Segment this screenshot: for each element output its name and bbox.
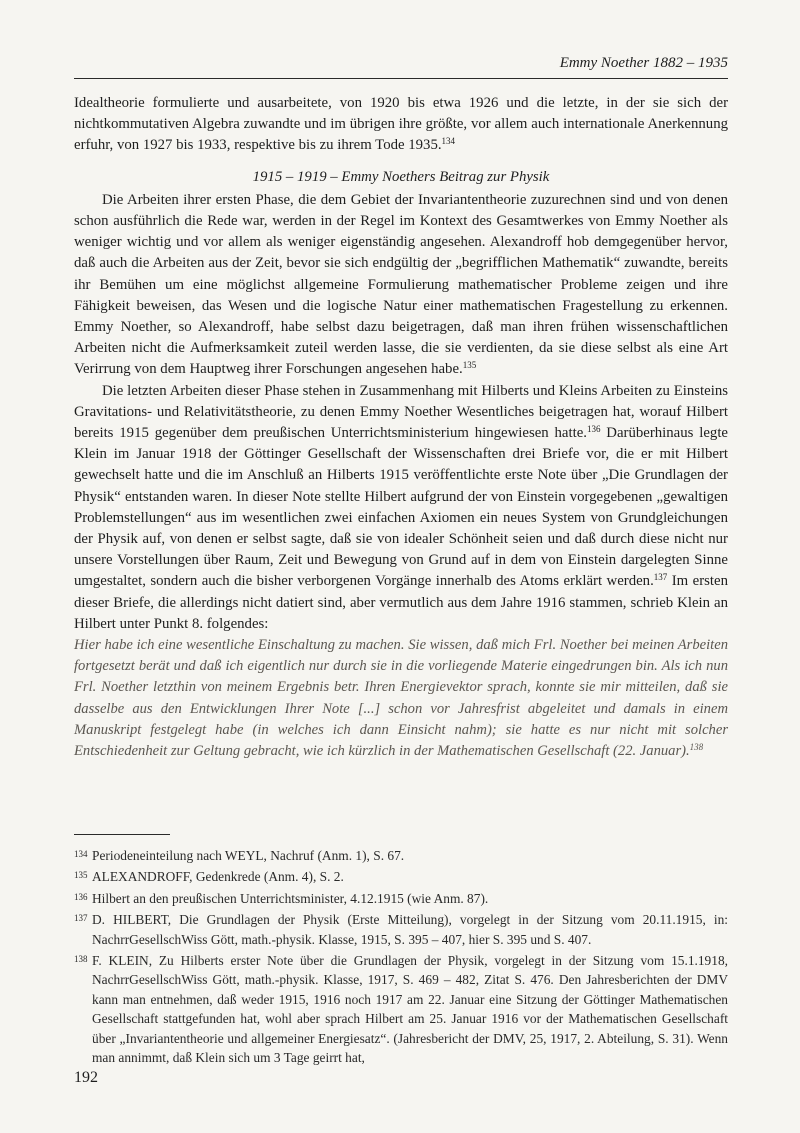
footnote (74, 867, 728, 886)
footnote-number: 138 (74, 954, 88, 965)
quote-text: Hier habe ich eine wesentliche Einschaltung zu machen. Sie wissen, daß mich Frl. Noether bei meinen Arbeiten fortgesetzt berät und daß ich eigentlich nur durch sie in die vorliegende Materie eingedrungen bin. Als ich nun Frl. Noether letzthin von meinem Ergebnis betr. Ihren Energievektor sprach, konnte sie mir mitteilen, daß sie dasselbe aus den Entwicklungen Ihrer Note [...] schon vor Jahresfrist abgeleitet und damals in einem Manuskript festgelegt habe (in welches ich dann Einsicht nahm); sie hatte es nur nicht mit solcher Entschiedenheit zur Geltung gebracht, wie ich kürzlich in der Mathematischen Gesellschaft (22. Januar). (74, 637, 728, 760)
footnote (74, 951, 728, 1067)
footnote-text: F. KLEIN, Zu Hilberts erster Note über die Grundlagen der Physik, vorgelegt in der Sitzung vom 15.1.1918, NachrrGesellschWiss Gött, math.-physik. Klasse, 1917, S. 469 – 482, Zitat S. 476. Den Jahresberichten der DMV kann man entnehmen, daß weder 1915, 1916 noch 1917 am 22. Januar eine Sitzung der Göttinger Mathematischen Gesellschaft stattgefunden hat, wohl aber sprach Hilbert am 25. Januar 1916 vor der Mathematischen Gesellschaft über „Invariantentheorie und allgemeiner Energiesatz“. (Jahresbericht der DMV, 25, 1917, 2. Abteilung, S. 31). Wenn man annimmt, daß Klein sich um 3 Tage geirrt hat, (92, 953, 728, 1066)
footnote-text: D. HILBERT, Die Grundlagen der Physik (Erste Mitteilung), vorgelegt in der Sitzung vom 20.11.1915, in: NachrrGesellschWiss Gött, math.-physik. Klasse, 1915, S. 395 – 407, hier S. 395 und S. 407. (92, 912, 728, 947)
paragraph-text: Die letzten Arbeiten dieser Phase stehen in Zusammenhang mit Hilberts und Kleins Arbeiten zu Einsteins Gravitations- und Relativitätstheorie, zu denen Emmy Noether Wesentliches beigetragen hat, worauf Hilbert bereits 1915 gegenüber dem preußischen Unterrichtsministerium hingewiesen hatte. (74, 382, 728, 442)
footnote-number: 137 (74, 913, 88, 924)
paragraph (74, 93, 728, 157)
footnote-number: 135 (74, 870, 88, 881)
footnote-ref: 134 (441, 136, 456, 147)
footnote (74, 846, 728, 865)
footnote-ref: 138 (689, 742, 704, 753)
main-text (74, 93, 728, 762)
footnote-number: 134 (74, 849, 88, 859)
paragraph (74, 190, 728, 381)
section-heading: 1915 – 1919 – Emmy Noethers Beitrag zur Physik (252, 168, 550, 185)
footnote-number: 136 (74, 891, 88, 902)
footnote-ref: 136 (586, 424, 601, 435)
paragraph-text: Die Arbeiten ihrer ersten Phase, die dem Gebiet der Invariantentheorie zuzurechnen sind und von denen schon ausführlich die Rede war, werden in der Regel im Kontext des Gesamtwerkes von Emmy Noether als weniger wichtig und vor allem als weniger eigenständig angesehen. Alexandroff hob demgegenüber hervor, daß auch die Arbeiten aus der Zeit, bevor sie sich endgültig der „begrifflichen Mathematik“ zuwandte, bereits ihr Bemühen um eine möglichst allgemeine Formulierung mathematischer Probleme zeigen und ihre Fähigkeit beweisen, das Wesen und die logische Natur einer mathematischen Fragestellung zu erkennen. Emmy Noether, so Alexandroff, habe selbst dazu beigetragen, daß man ihren frühen wissenschaftlichen Arbeiten nicht die Aufmerksamkeit zuteil werden lasse, die sie verdienten, da sie diese selbst als eine Art Verirrung von dem Hauptweg ihrer Forschungen angesehen habe. (74, 191, 728, 378)
footnote (74, 910, 728, 949)
paragraph-text: Idealtheorie formulierte und ausarbeitete, von 1920 bis etwa 1926 und die letzte, in der sie sich der nichtkommutativen Algebra zuwandte und im übrigen ihre größte, vor allem auch internationale Anerkennung erfuhr, von 1927 bis 1933, respektive bis zu ihrem Tode 1935. (74, 95, 728, 154)
footnote-divider (74, 834, 170, 835)
footnote-text: ALEXANDROFF, Gedenkrede (Anm. 4), S. 2. (92, 869, 344, 885)
paragraph-text: Darüberhinaus legte Klein im Januar 1918 der Göttinger Gesellschaft der Wissenschaften drei Briefe vor, die er mit Hilbert gewechselt hatte und die im Anschluß an Hilberts 1915 veröffentlichte erste Note über „Die Grundlagen der Physik“ entstanden waren. In dieser Note stellte Hilbert aufgrund der von Einstein vorgegebenen „gewaltigen Problemstellungen“ aus im wesentlichen zwei einfachen Axiomen ein neues System von Grundgleichungen der Physik auf, von denen er selbst sagte, daß sie von idealer Schönheit seien und daß durch diese nicht nur unsere Vorstellungen über Raum, Zeit und Bewegung von Grund auf in dem von Einstein dargelegten Sinne umgestaltet, sondern auch die bisher verborgenen Vorgänge innerhalb des Atoms erklärt werden. (74, 425, 728, 590)
footnote-ref: 137 (653, 572, 668, 583)
paragraph-text: Im ersten dieser Briefe, die allerdings nicht datiert sind, aber vermutlich aus dem Jahre 1916 stammen, schrieb Klein an Hilbert unter Punkt 8. folgendes: (74, 573, 728, 632)
paragraph (74, 381, 728, 635)
footnote-text: Hilbert an den preußischen Unterrichtsminister, 4.12.1915 (wie Anm. 87). (92, 890, 489, 906)
footnote-text: Periodeneinteilung nach WEYL, Nachruf (Anm. 1), S. 67. (92, 848, 405, 863)
footnote (74, 889, 728, 908)
block-quote (74, 635, 728, 762)
running-head: Emmy Noether 1882 – 1935 (74, 55, 728, 79)
page-number: 192 (74, 1069, 98, 1086)
footnote-ref: 135 (462, 360, 477, 371)
footnotes (74, 846, 728, 1069)
